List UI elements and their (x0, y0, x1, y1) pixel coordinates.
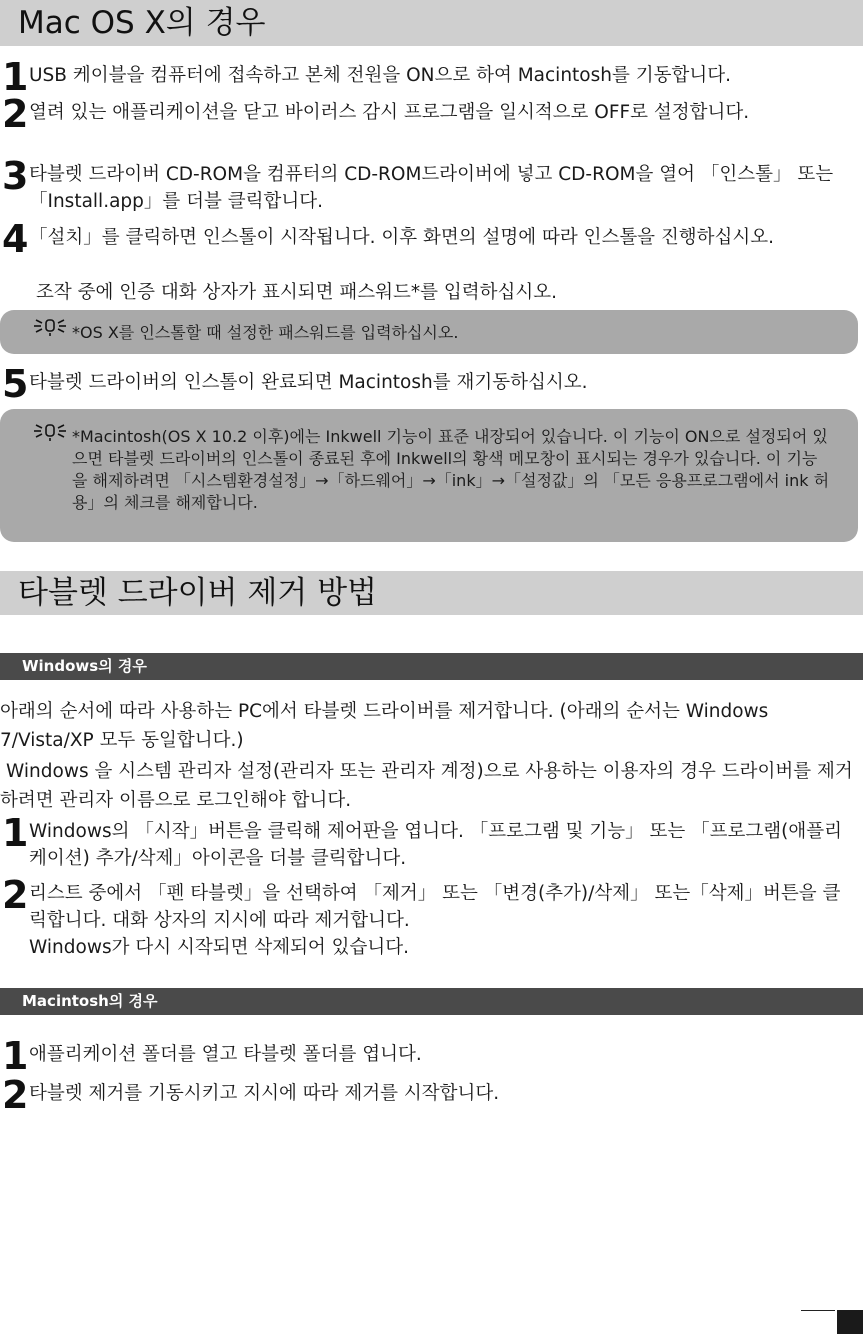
step-text: 「설치」를 클릭하면 인스톨이 시작됩니다. 이후 화면의 설명에 따라 인스톨을 진행하십시오. (29, 227, 775, 248)
step-text: 애플리케이션 폴더를 열고 타블렛 폴더를 엽니다. (29, 1044, 422, 1065)
password-note (0, 310, 858, 354)
removal-heading: 타블렛 드라이버 제거 방법 (0, 571, 863, 615)
step-number: 1 (2, 55, 29, 99)
windows-step2-extra-text: Windows가 다시 시작되면 삭제되어 있습니다. (29, 937, 410, 958)
step-number: 2 (2, 1073, 29, 1117)
step-number: 1 (2, 1034, 29, 1078)
step-number: 4 (2, 217, 29, 261)
mac-removal-heading: Macintosh의 경우 (0, 988, 863, 1015)
password-note-text: *OS X를 인스톨할 때 설정한 패스워드를 입력하십시오. (72, 323, 459, 342)
inkwell-note (0, 409, 858, 542)
step-text: USB 케이블을 컴퓨터에 접속하고 본체 전원을 ON으로 하여 Macintosh를 기동합니다. (29, 65, 731, 86)
step-text: 리스트 중에서 「펜 타블렛」을 선택하여 「제거」 또는 「변경(추가)/삭제」 또는「삭제」버튼을 클릭합니다. 대화 상자의 지시에 따라 제거합니다. (29, 883, 841, 931)
step-number: 5 (2, 362, 29, 406)
page-corner-tab (837, 1310, 863, 1334)
step-text: 타블렛 제거를 기동시키고 지시에 따라 제거를 시작합니다. (29, 1083, 500, 1104)
step4-extra-text: 조작 중에 인증 대화 상자가 표시되면 패스워드*를 입력하십시오. (36, 282, 557, 303)
step-text: Windows의 「시작」버튼을 클릭해 제어판을 엽니다. 「프로그램 및 기능」 또는 「프로그램(애플리케이션) 추가/삭제」아이콘을 더블 클릭합니다. (29, 821, 842, 869)
page-corner-rule (801, 1310, 835, 1311)
windows-admin-text: Windows 을 시스템 관리자 설정(관리자 또는 관리자 계정)으로 사용하는 이용자의 경우 드라이버를 제거하려면 관리자 이름으로 로그인해야 합니다. (0, 761, 853, 811)
windows-intro-text: 아래의 순서에 따라 사용하는 PC에서 타블렛 드라이버를 제거합니다. (아래의 순서는 Windows 7/Vista/XP 모두 동일합니다.) (0, 701, 769, 751)
mac-install-heading: Mac OS X의 경우 (0, 0, 863, 46)
step-number: 2 (2, 92, 29, 136)
step-text: 타블렛 드라이버의 인스톨이 완료되면 Macintosh를 재기동하십시오. (29, 372, 588, 393)
windows-removal-heading: Windows의 경우 (0, 653, 863, 680)
lightbulb-note-icon (30, 318, 70, 338)
inkwell-note-text: *Macintosh(OS X 10.2 이후)에는 Inkwell 기능이 표준 내장되어 있습니다. 이 기능이 ON으로 설정되어 있으면 타블렛 드라이버의 인스톨이 종료된 후에 Inkwell의 황색 메모창이 표시되는 경우가 있습니다. 이 기능을 해제하려면 「시스템환경설정」→「하드웨어」→「ink」→「설정값」의 「모든 응용프로그램에서 ink 허용」의 체크를 해제합니다. (72, 427, 830, 512)
lightbulb-note-icon (30, 423, 70, 443)
step-text: 타블렛 드라이버 CD-ROM을 컴퓨터의 CD-ROM드라이버에 넣고 CD-ROM을 열어 「인스톨」 또는 「Install.app」를 더블 클릭합니다. (29, 164, 834, 212)
step-text: 열려 있는 애플리케이션을 닫고 바이러스 감시 프로그램을 일시적으로 OFF로 설정합니다. (29, 102, 750, 123)
step-number: 3 (2, 154, 29, 198)
step-number: 1 (2, 811, 29, 855)
step-number: 2 (2, 873, 29, 917)
